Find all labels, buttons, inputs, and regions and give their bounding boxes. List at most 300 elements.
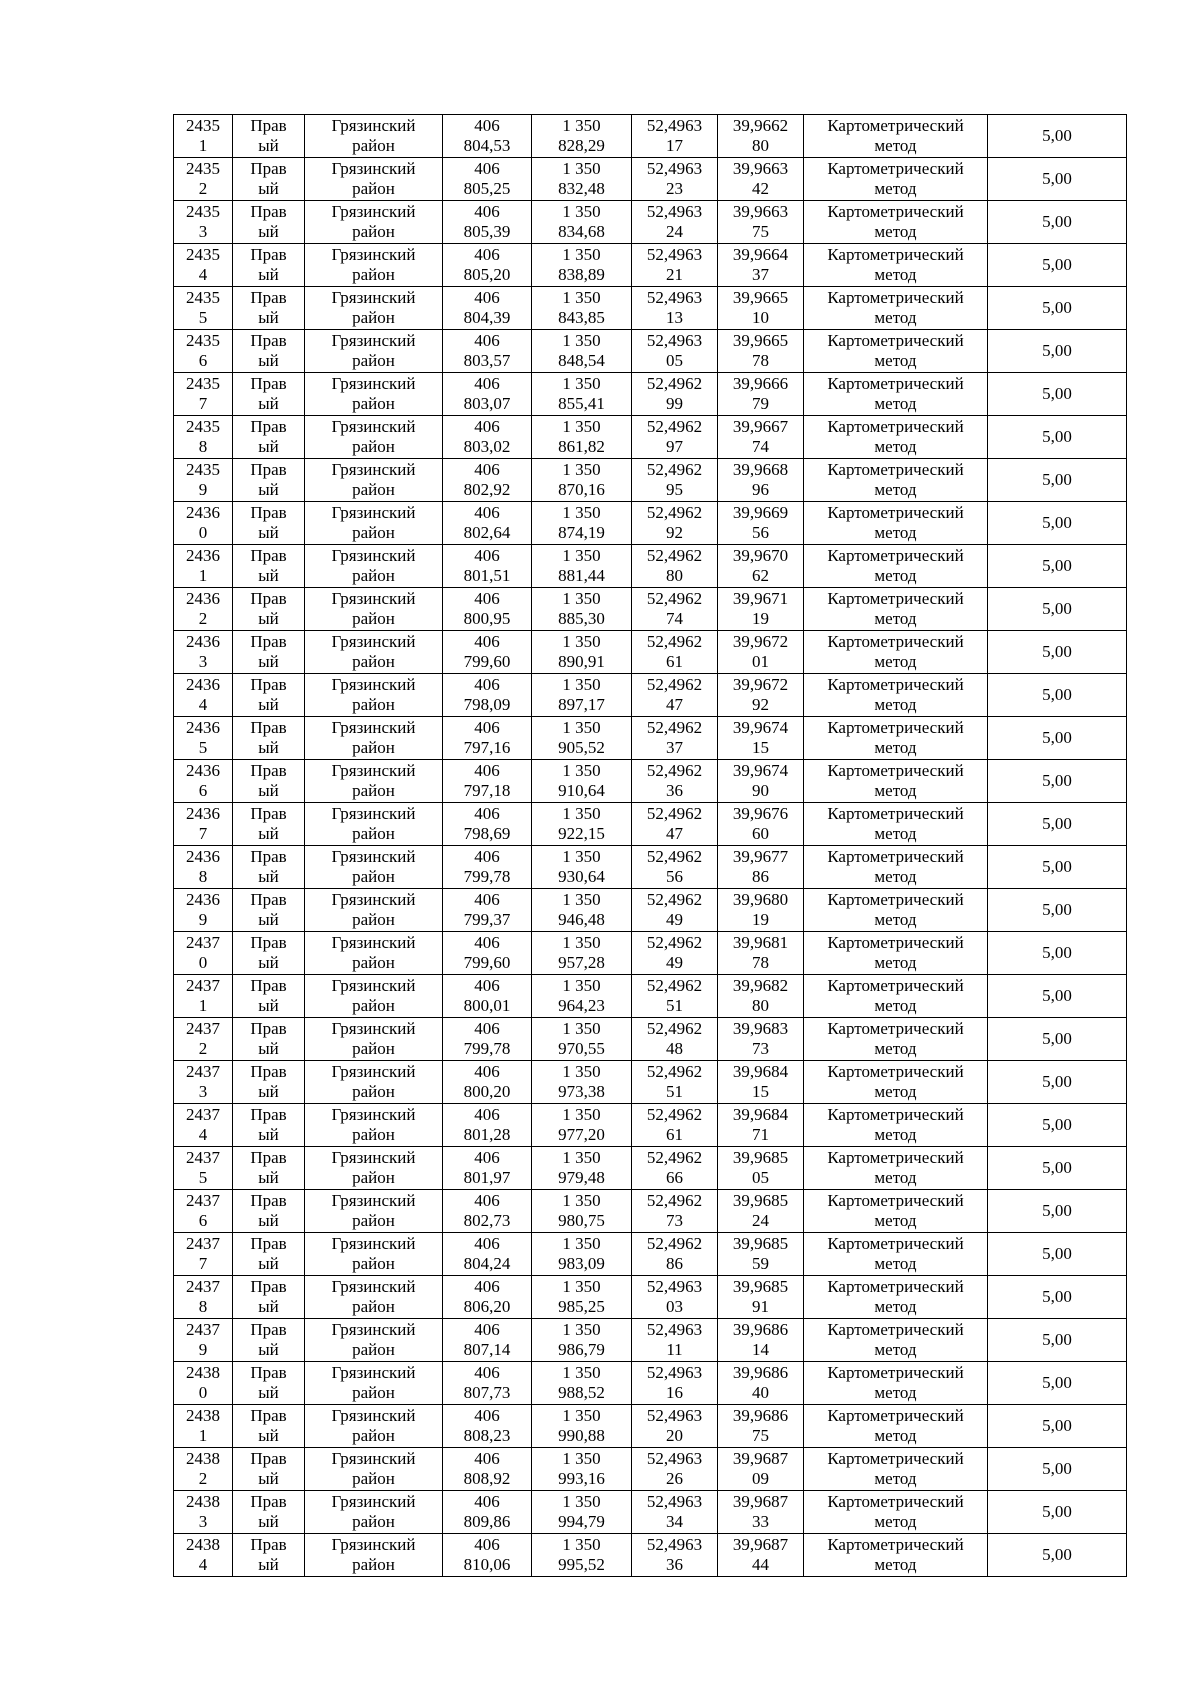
method-text: метод <box>874 781 917 800</box>
accuracy-cell <box>988 201 1127 244</box>
y-coordinate-cell <box>532 674 632 717</box>
district-text: район <box>352 179 395 198</box>
accuracy-text: 5,00 <box>1042 599 1072 618</box>
point-number-text: 4 <box>198 1125 208 1144</box>
point-number-text: 5 <box>198 738 208 757</box>
point-number-text: 3 <box>198 222 208 241</box>
point-number-text: 3 <box>198 1512 208 1531</box>
latitude-cell <box>632 1362 718 1405</box>
method-text: метод <box>874 1168 917 1187</box>
x-coordinate-text: 800,20 <box>463 1082 511 1101</box>
side-text: ый <box>258 1168 279 1187</box>
x-coordinate-text: 406 <box>474 718 500 737</box>
y-coordinate-cell <box>532 373 632 416</box>
latitude-text: 20 <box>666 1426 683 1445</box>
latitude-cell <box>632 1190 718 1233</box>
table-row <box>174 545 1127 588</box>
point-number-text: 2436 <box>186 718 220 737</box>
point-number-text: 2436 <box>186 761 220 780</box>
side-cell <box>233 1319 305 1362</box>
longitude-text: 37 <box>752 265 769 284</box>
district-text: район <box>352 1168 395 1187</box>
x-coordinate-cell <box>443 1491 532 1534</box>
latitude-text: 49 <box>666 910 683 929</box>
longitude-text: 59 <box>752 1254 769 1273</box>
side-cell <box>233 803 305 846</box>
side-cell <box>233 459 305 502</box>
method-text: Картометрический <box>827 1105 964 1124</box>
district-text: Грязинский <box>331 890 416 909</box>
longitude-text: 79 <box>752 394 769 413</box>
longitude-text: 90 <box>752 781 769 800</box>
method-text: Картометрический <box>827 1535 964 1554</box>
method-cell <box>804 760 988 803</box>
y-coordinate-text: 1 350 <box>562 847 601 866</box>
point-number-cell <box>174 330 233 373</box>
x-coordinate-cell <box>443 158 532 201</box>
table-row <box>174 244 1127 287</box>
side-text: ый <box>258 996 279 1015</box>
latitude-cell <box>632 674 718 717</box>
latitude-text: 97 <box>666 437 683 456</box>
method-text: метод <box>874 1125 917 1144</box>
longitude-text: 39,9687 <box>732 1449 789 1468</box>
y-coordinate-text: 1 350 <box>562 331 601 350</box>
latitude-cell <box>632 1448 718 1491</box>
district-cell <box>305 1147 443 1190</box>
side-text: Прав <box>250 804 287 823</box>
side-text: ый <box>258 1340 279 1359</box>
side-text: Прав <box>250 890 287 909</box>
x-coordinate-text: 799,60 <box>463 652 511 671</box>
x-coordinate-text: 406 <box>474 503 500 522</box>
point-number-text: 2437 <box>186 933 220 952</box>
accuracy-cell <box>988 545 1127 588</box>
district-text: район <box>352 1469 395 1488</box>
latitude-cell <box>632 631 718 674</box>
method-text: Картометрический <box>827 202 964 221</box>
table-row <box>174 1061 1127 1104</box>
accuracy-text: 5,00 <box>1042 255 1072 274</box>
point-number-text: 2435 <box>186 245 220 264</box>
district-cell <box>305 1061 443 1104</box>
longitude-cell <box>718 502 804 545</box>
point-number-text: 2435 <box>186 116 220 135</box>
side-cell <box>233 674 305 717</box>
point-number-text: 0 <box>198 523 208 542</box>
district-text: район <box>352 437 395 456</box>
y-coordinate-text: 1 350 <box>562 1492 601 1511</box>
latitude-cell <box>632 459 718 502</box>
x-coordinate-text: 803,02 <box>463 437 511 456</box>
method-text: Картометрический <box>827 847 964 866</box>
x-coordinate-cell <box>443 287 532 330</box>
longitude-text: 39,9665 <box>732 288 789 307</box>
method-cell <box>804 201 988 244</box>
point-number-cell <box>174 1534 233 1577</box>
longitude-text: 80 <box>752 136 769 155</box>
x-coordinate-text: 406 <box>474 288 500 307</box>
x-coordinate-text: 808,92 <box>463 1469 511 1488</box>
accuracy-cell <box>988 588 1127 631</box>
point-number-cell <box>174 631 233 674</box>
side-cell <box>233 717 305 760</box>
method-cell <box>804 158 988 201</box>
side-text: ый <box>258 867 279 886</box>
y-coordinate-text: 1 350 <box>562 1277 601 1296</box>
table-row <box>174 760 1127 803</box>
y-coordinate-cell <box>532 158 632 201</box>
latitude-text: 52,4963 <box>646 202 703 221</box>
latitude-cell <box>632 1147 718 1190</box>
longitude-text: 42 <box>752 179 769 198</box>
latitude-cell <box>632 846 718 889</box>
y-coordinate-cell <box>532 1233 632 1276</box>
district-text: Грязинский <box>331 1234 416 1253</box>
side-text: ый <box>258 1082 279 1101</box>
latitude-text: 52,4962 <box>646 1191 703 1210</box>
point-number-cell <box>174 373 233 416</box>
side-text: ый <box>258 1297 279 1316</box>
x-coordinate-text: 406 <box>474 1191 500 1210</box>
latitude-cell <box>632 373 718 416</box>
longitude-text: 19 <box>752 609 769 628</box>
y-coordinate-text: 885,30 <box>558 609 605 628</box>
side-cell <box>233 1061 305 1104</box>
side-text: ый <box>258 1555 279 1574</box>
longitude-text: 19 <box>752 910 769 929</box>
latitude-text: 52,4963 <box>646 159 703 178</box>
district-text: Грязинский <box>331 761 416 780</box>
method-text: Картометрический <box>827 460 964 479</box>
y-coordinate-cell <box>532 545 632 588</box>
longitude-text: 73 <box>752 1039 769 1058</box>
district-text: Грязинский <box>331 1449 416 1468</box>
latitude-text: 52,4963 <box>646 1406 703 1425</box>
x-coordinate-text: 807,14 <box>463 1340 511 1359</box>
district-cell <box>305 717 443 760</box>
accuracy-text: 5,00 <box>1042 857 1072 876</box>
y-coordinate-text: 1 350 <box>562 890 601 909</box>
y-coordinate-text: 874,19 <box>558 523 605 542</box>
accuracy-text: 5,00 <box>1042 771 1072 790</box>
x-coordinate-text: 805,20 <box>463 265 511 284</box>
district-cell <box>305 459 443 502</box>
side-text: Прав <box>250 1320 287 1339</box>
longitude-text: 39,9686 <box>732 1363 789 1382</box>
table-row <box>174 1448 1127 1491</box>
district-cell <box>305 1276 443 1319</box>
district-text: Грязинский <box>331 460 416 479</box>
table-row <box>174 416 1127 459</box>
x-coordinate-text: 406 <box>474 1277 500 1296</box>
latitude-text: 16 <box>666 1383 683 1402</box>
longitude-text: 74 <box>752 437 769 456</box>
latitude-text: 86 <box>666 1254 683 1273</box>
longitude-text: 39,9672 <box>732 632 789 651</box>
side-text: Прав <box>250 546 287 565</box>
side-text: Прав <box>250 116 287 135</box>
y-coordinate-cell <box>532 1061 632 1104</box>
x-coordinate-text: 406 <box>474 546 500 565</box>
district-text: Грязинский <box>331 1535 416 1554</box>
district-text: район <box>352 351 395 370</box>
point-number-cell <box>174 1491 233 1534</box>
x-coordinate-cell <box>443 1147 532 1190</box>
longitude-text: 39,9670 <box>732 546 789 565</box>
longitude-cell <box>718 373 804 416</box>
longitude-text: 39,9683 <box>732 1019 789 1038</box>
x-coordinate-cell <box>443 459 532 502</box>
latitude-text: 52,4963 <box>646 1320 703 1339</box>
longitude-text: 39,9684 <box>732 1105 789 1124</box>
point-number-cell <box>174 803 233 846</box>
district-cell <box>305 330 443 373</box>
longitude-cell <box>718 803 804 846</box>
table-row <box>174 1319 1127 1362</box>
side-cell <box>233 158 305 201</box>
point-number-cell <box>174 975 233 1018</box>
district-text: район <box>352 394 395 413</box>
point-number-text: 4 <box>198 265 208 284</box>
x-coordinate-text: 802,92 <box>463 480 511 499</box>
side-text: ый <box>258 695 279 714</box>
longitude-text: 92 <box>752 695 769 714</box>
district-text: Грязинский <box>331 847 416 866</box>
y-coordinate-cell <box>532 1018 632 1061</box>
point-number-cell <box>174 287 233 330</box>
district-text: Грязинский <box>331 1062 416 1081</box>
x-coordinate-cell <box>443 932 532 975</box>
latitude-text: 23 <box>666 179 683 198</box>
side-text: ый <box>258 179 279 198</box>
side-text: Прав <box>250 1449 287 1468</box>
y-coordinate-text: 832,48 <box>558 179 605 198</box>
accuracy-text: 5,00 <box>1042 1373 1072 1392</box>
method-cell <box>804 1061 988 1104</box>
district-text: район <box>352 1555 395 1574</box>
latitude-text: 56 <box>666 867 683 886</box>
longitude-cell <box>718 1147 804 1190</box>
x-coordinate-text: 799,78 <box>463 867 511 886</box>
point-number-cell <box>174 717 233 760</box>
method-text: метод <box>874 996 917 1015</box>
longitude-text: 96 <box>752 480 769 499</box>
district-cell <box>305 1104 443 1147</box>
method-cell <box>804 1491 988 1534</box>
district-text: район <box>352 1125 395 1144</box>
y-coordinate-text: 897,17 <box>558 695 605 714</box>
latitude-text: 52,4962 <box>646 718 703 737</box>
method-text: Картометрический <box>827 1019 964 1038</box>
point-number-cell <box>174 1319 233 1362</box>
table-body <box>174 115 1127 1577</box>
point-number-cell <box>174 1061 233 1104</box>
y-coordinate-cell <box>532 115 632 158</box>
district-text: район <box>352 222 395 241</box>
x-coordinate-text: 406 <box>474 245 500 264</box>
y-coordinate-text: 946,48 <box>558 910 605 929</box>
side-text: ый <box>258 566 279 585</box>
latitude-text: 52,4962 <box>646 1105 703 1124</box>
district-cell <box>305 846 443 889</box>
x-coordinate-text: 804,24 <box>463 1254 511 1273</box>
method-text: метод <box>874 1082 917 1101</box>
accuracy-cell <box>988 1362 1127 1405</box>
latitude-text: 52,4962 <box>646 460 703 479</box>
method-text: Картометрический <box>827 1320 964 1339</box>
side-text: Прав <box>250 976 287 995</box>
point-number-cell <box>174 889 233 932</box>
accuracy-text: 5,00 <box>1042 814 1072 833</box>
x-coordinate-cell <box>443 1190 532 1233</box>
x-coordinate-text: 799,78 <box>463 1039 511 1058</box>
method-cell <box>804 631 988 674</box>
method-text: метод <box>874 566 917 585</box>
side-text: Прав <box>250 460 287 479</box>
method-cell <box>804 674 988 717</box>
method-text: Картометрический <box>827 804 964 823</box>
point-number-text: 2 <box>198 1039 208 1058</box>
accuracy-text: 5,00 <box>1042 685 1072 704</box>
district-cell <box>305 1233 443 1276</box>
method-text: Картометрический <box>827 1363 964 1382</box>
y-coordinate-text: 1 350 <box>562 1320 601 1339</box>
point-number-cell <box>174 932 233 975</box>
x-coordinate-text: 406 <box>474 804 500 823</box>
accuracy-text: 5,00 <box>1042 1459 1072 1478</box>
latitude-cell <box>632 1276 718 1319</box>
side-text: Прав <box>250 761 287 780</box>
method-text: Картометрический <box>827 761 964 780</box>
method-text: метод <box>874 695 917 714</box>
longitude-text: 39,9674 <box>732 718 789 737</box>
district-cell <box>305 588 443 631</box>
longitude-text: 39,9671 <box>732 589 789 608</box>
method-text: метод <box>874 1039 917 1058</box>
accuracy-text: 5,00 <box>1042 1201 1072 1220</box>
point-number-text: 5 <box>198 308 208 327</box>
accuracy-cell <box>988 416 1127 459</box>
y-coordinate-text: 1 350 <box>562 417 601 436</box>
method-text: Картометрический <box>827 331 964 350</box>
accuracy-cell <box>988 975 1127 1018</box>
accuracy-cell <box>988 1491 1127 1534</box>
accuracy-cell <box>988 287 1127 330</box>
y-coordinate-cell <box>532 201 632 244</box>
x-coordinate-cell <box>443 674 532 717</box>
point-number-cell <box>174 158 233 201</box>
side-cell <box>233 1190 305 1233</box>
longitude-cell <box>718 1233 804 1276</box>
x-coordinate-text: 406 <box>474 1535 500 1554</box>
point-number-cell <box>174 1104 233 1147</box>
y-coordinate-text: 1 350 <box>562 288 601 307</box>
x-coordinate-text: 406 <box>474 417 500 436</box>
longitude-text: 39,9664 <box>732 245 789 264</box>
method-text: метод <box>874 308 917 327</box>
method-text: метод <box>874 1469 917 1488</box>
point-number-text: 6 <box>198 781 208 800</box>
longitude-cell <box>718 115 804 158</box>
latitude-text: 05 <box>666 351 683 370</box>
district-cell <box>305 1534 443 1577</box>
y-coordinate-text: 1 350 <box>562 675 601 694</box>
x-coordinate-text: 806,20 <box>463 1297 511 1316</box>
method-text: Картометрический <box>827 116 964 135</box>
latitude-cell <box>632 1491 718 1534</box>
district-cell <box>305 287 443 330</box>
y-coordinate-cell <box>532 846 632 889</box>
longitude-cell <box>718 1061 804 1104</box>
latitude-cell <box>632 975 718 1018</box>
latitude-text: 95 <box>666 480 683 499</box>
side-cell <box>233 244 305 287</box>
accuracy-text: 5,00 <box>1042 427 1072 446</box>
district-text: Грязинский <box>331 1191 416 1210</box>
y-coordinate-text: 1 350 <box>562 245 601 264</box>
point-number-text: 6 <box>198 1211 208 1230</box>
district-text: район <box>352 1254 395 1273</box>
y-coordinate-text: 834,68 <box>558 222 605 241</box>
y-coordinate-cell <box>532 1319 632 1362</box>
side-text: Прав <box>250 1062 287 1081</box>
y-coordinate-text: 910,64 <box>558 781 605 800</box>
point-number-text: 2438 <box>186 1535 220 1554</box>
point-number-text: 5 <box>198 1168 208 1187</box>
y-coordinate-text: 905,52 <box>558 738 605 757</box>
district-text: Грязинский <box>331 546 416 565</box>
side-cell <box>233 502 305 545</box>
method-cell <box>804 1147 988 1190</box>
side-cell <box>233 201 305 244</box>
point-number-cell <box>174 115 233 158</box>
side-text: ый <box>258 953 279 972</box>
district-text: район <box>352 480 395 499</box>
x-coordinate-text: 803,07 <box>463 394 511 413</box>
side-text: Прав <box>250 1105 287 1124</box>
point-number-cell <box>174 1018 233 1061</box>
district-text: Грязинский <box>331 804 416 823</box>
point-number-text: 2436 <box>186 546 220 565</box>
y-coordinate-text: 1 350 <box>562 632 601 651</box>
point-number-text: 2436 <box>186 890 220 909</box>
y-coordinate-cell <box>532 1104 632 1147</box>
longitude-cell <box>718 416 804 459</box>
longitude-cell <box>718 545 804 588</box>
latitude-text: 52,4962 <box>646 374 703 393</box>
latitude-text: 13 <box>666 308 683 327</box>
latitude-cell <box>632 1534 718 1577</box>
longitude-cell <box>718 158 804 201</box>
accuracy-cell <box>988 1448 1127 1491</box>
x-coordinate-text: 406 <box>474 1320 500 1339</box>
longitude-text: 78 <box>752 351 769 370</box>
accuracy-text: 5,00 <box>1042 1244 1072 1263</box>
longitude-text: 15 <box>752 1082 769 1101</box>
longitude-text: 39,9682 <box>732 976 789 995</box>
method-cell <box>804 115 988 158</box>
y-coordinate-text: 1 350 <box>562 1363 601 1382</box>
longitude-text: 60 <box>752 824 769 843</box>
table-row <box>174 1233 1127 1276</box>
side-text: Прав <box>250 1019 287 1038</box>
latitude-text: 52,4962 <box>646 417 703 436</box>
side-cell <box>233 932 305 975</box>
y-coordinate-text: 930,64 <box>558 867 605 886</box>
accuracy-cell <box>988 330 1127 373</box>
x-coordinate-text: 406 <box>474 632 500 651</box>
